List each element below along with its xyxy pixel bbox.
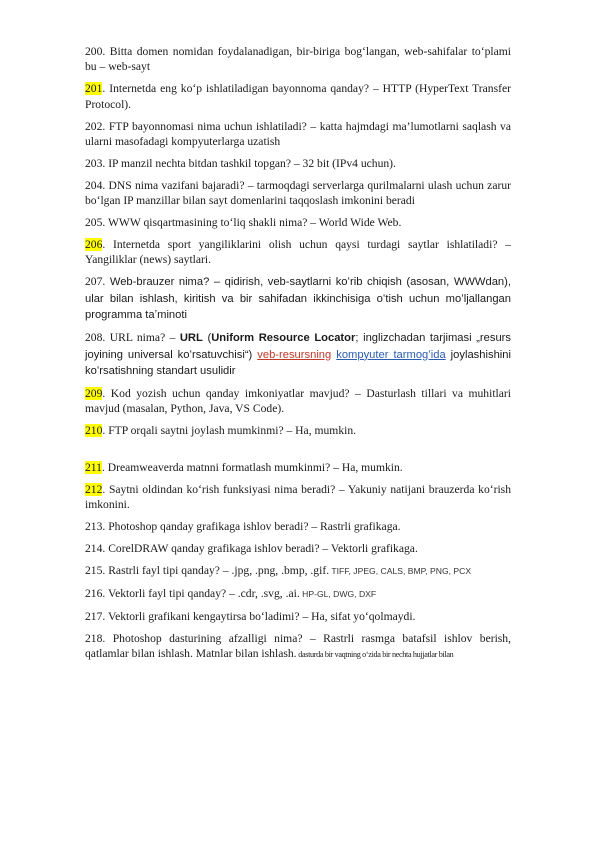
list-item: [85, 541, 511, 556]
item-number: 205.: [85, 216, 106, 230]
list-item: [85, 423, 511, 438]
item-text: DNS nima vazifani bajaradi? – tarmoqdagi serverlarga qurilmalarni ulash uchun zarur bo‘lgan IP manzillar bilan sayt domenlarini taqqoslash imkonini beradi: [85, 178, 511, 208]
web-resource-link[interactable]: veb-resursning: [257, 348, 332, 361]
item-number-highlighted: 201: [85, 82, 103, 96]
item-text: ; inglizchadan tarjimasi „resurs joyining universal koʻrsatuvchisi“): [85, 332, 511, 361]
item-number-highlighted: 211: [85, 461, 102, 475]
item-number: 202.: [85, 119, 106, 133]
raster-formats-note: TIFF, JPEG, CALS, BMP, PNG, PCX: [329, 566, 472, 577]
blank-line: [85, 445, 511, 460]
item-text: Vektorli fayl tipi qanday? – .cdr, .svg, .ai.: [105, 586, 300, 600]
list-item: [85, 156, 511, 171]
qa-list: [85, 44, 511, 669]
item-text: . Kod yozish uchun qanday imkoniyatlar mavjud? – Dasturlash tillari va muhitlari mavjud (masalan, Python, Java, VS Code).: [85, 386, 511, 416]
list-item: [85, 563, 511, 579]
item-text: FTP bayonnomasi nima uchun ishlatiladi? – katta hajmdagi ma’lumotlarni saqlash va ularni masofadagi kompyuterlarga uzatish: [85, 119, 511, 149]
item-number: 218.: [85, 631, 106, 645]
item-number-highlighted: 210: [85, 424, 103, 438]
list-item: [85, 215, 511, 230]
list-item: [85, 237, 511, 268]
item-number: 214.: [85, 542, 106, 556]
item-text: Bitta domen nomidan foydalanadigan, bir-biriga bog‘langan, web-sahifalar to‘plami bu – web-sayt: [85, 45, 511, 74]
item-text: (: [202, 332, 212, 345]
list-item: [85, 81, 511, 112]
item-number: 216.: [85, 586, 106, 600]
item-number: 204.: [85, 178, 106, 192]
item-text: . FTP orqali saytni joylash mumkinmi? – Ha, mumkin.: [102, 424, 357, 438]
item-text: Web-brauzer nima? – qidirish, veb-saytlarni koʻrib chiqish (asosan, WWWdan), ular bilan ishlash, kiritish va bir sahifadan ikkinchisiga oʻtish uchun moʻljallangan programma taʼminoti: [85, 276, 511, 322]
photoshop-note: dasturda bir vaqtning oʻzida bir nechta hujjatlar bilan: [296, 650, 454, 660]
list-item: [85, 586, 511, 602]
item-text: . Saytni oldindan ko‘rish funksiyasi nima beradi? – Yakuniy natijani brauzerda ko‘rish imkonini.: [85, 482, 511, 512]
list-item: [85, 482, 511, 513]
item-text: Photoshop dasturining afzalligi nima? – Rastrli rasmga batafsil ishlov berish, qatlamlar bilan ishlash. Matnlar bilan ishlash.: [85, 631, 511, 661]
item-text: CorelDRAW qanday grafikaga ishlov beradi? – Vektorli grafikaga.: [105, 542, 418, 556]
vector-formats-note: HP-GL, DWG, DXF: [299, 588, 377, 599]
item-number: 207.: [85, 275, 106, 289]
item-text: IP manzil nechta bitdan tashkil topgan? – 32 bit (IPv4 uchun).: [105, 156, 396, 170]
item-number: 217.: [85, 609, 106, 623]
item-number-highlighted: 206: [85, 238, 103, 252]
item-number: 215.: [85, 564, 106, 578]
item-question: URL nima? –: [105, 331, 180, 345]
list-item: [85, 519, 511, 534]
item-text: Vektorli grafikani kengaytirsa bo‘ladimi? – Ha, sifat yo‘qolmaydi.: [105, 609, 416, 623]
item-text: . Internetda eng ko‘p ishlatiladigan bayonnoma qanday? – HTTP (HyperText Transfer Protocol).: [85, 82, 511, 111]
item-number-highlighted: 209: [85, 386, 103, 400]
list-item: [85, 460, 511, 475]
item-number: 200.: [85, 45, 106, 58]
item-number-highlighted: 212: [85, 482, 103, 496]
item-text: . Internetda sport yangiliklarini olish uchun qaysi turdagi saytlar ishlatiladi? – Yangiliklar (news) saytlari.: [85, 238, 511, 267]
item-text: joylashishini koʻrsatishning standart usulidir: [85, 348, 511, 377]
list-item: [85, 631, 511, 663]
list-item: [85, 178, 511, 209]
item-number: 203.: [85, 156, 106, 170]
item-number: 213.: [85, 520, 106, 534]
list-item: [85, 386, 511, 417]
item-text: WWW qisqartmasining to‘liq shakli nima? – World Wide Web.: [105, 216, 402, 230]
list-item: [85, 330, 511, 379]
item-number: 208.: [85, 331, 106, 345]
item-text: . Dreamweaverda matnni formatlash mumkinmi? – Ha, mumkin.: [101, 461, 403, 475]
list-item: [85, 44, 511, 75]
item-text: Photoshop qanday grafikaga ishlov beradi? – Rastrli grafikaga.: [105, 520, 401, 534]
computer-network-link[interactable]: kompyuter tarmogʻida: [336, 348, 446, 361]
item-text: Rastrli fayl tipi qanday? – .jpg, .png, .bmp, .gif.: [105, 564, 330, 578]
url-term: URL: [179, 332, 203, 345]
url-expansion: Uniform Resource Locator: [211, 332, 356, 345]
list-item: [85, 274, 511, 323]
list-item: [85, 119, 511, 150]
list-item: [85, 609, 511, 624]
